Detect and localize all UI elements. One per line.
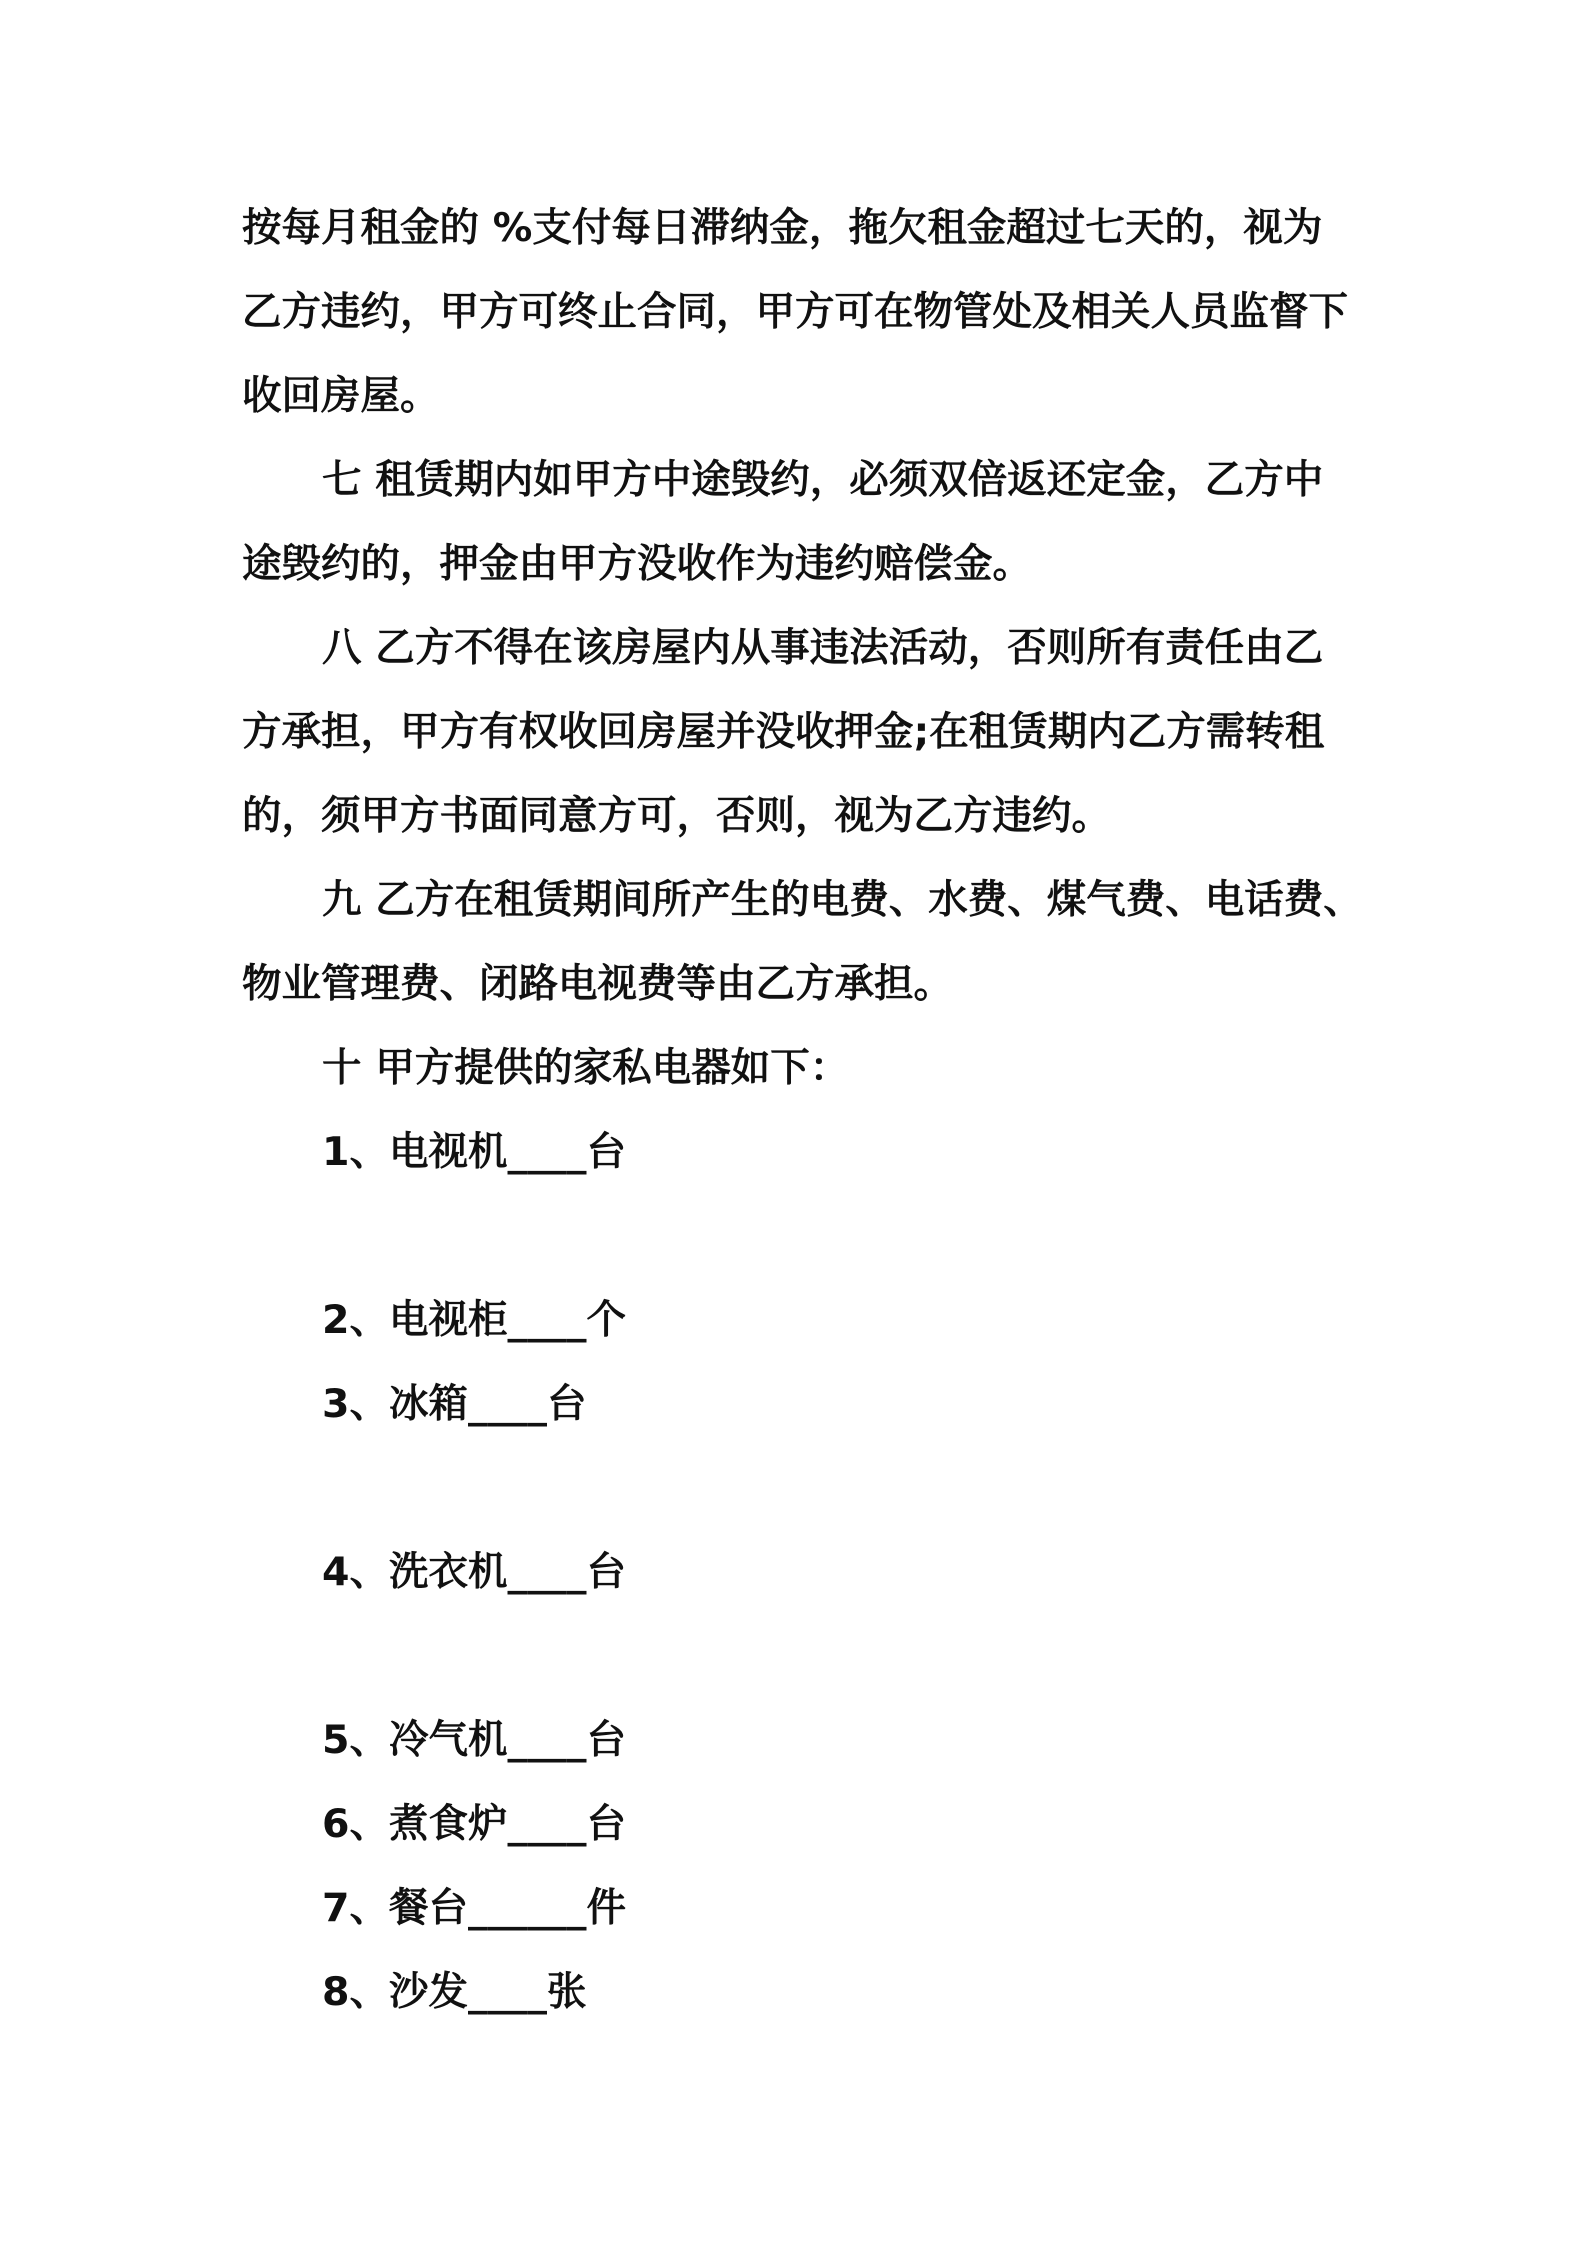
list-item: 2、电视柜____个 — [322, 1297, 626, 1343]
clause-nine — [242, 858, 1386, 1026]
clause-ten — [242, 1026, 1386, 1110]
clause-eight — [242, 606, 1386, 858]
paragraph-late-fee — [242, 186, 1386, 438]
list-item: 5、冷气机____台 — [322, 1717, 626, 1763]
paragraph-line: 七 租赁期内如甲方中途毁约，必须双倍返还定金，乙方中 — [322, 457, 1324, 503]
paragraph-line: 方承担，甲方有权收回房屋并没收押金;在租赁期内乙方需转租 — [242, 709, 1325, 755]
list-item: 4、洗衣机____台 — [322, 1549, 626, 1595]
appliance-list — [242, 1110, 1386, 2034]
paragraph-line: 乙方违约，甲方可终止合同，甲方可在物管处及相关人员监督下 — [242, 289, 1348, 335]
paragraph-line: 按每月租金的 %支付每日滞纳金，拖欠租金超过七天的，视为 — [242, 205, 1323, 251]
list-item: 7、餐台______件 — [322, 1885, 626, 1931]
paragraph-line: 八 乙方不得在该房屋内从事违法活动，否则所有责任由乙 — [322, 625, 1324, 671]
clause-seven — [242, 438, 1386, 606]
blank-line — [242, 1446, 1386, 1530]
paragraph-line: 十 甲方提供的家私电器如下： — [322, 1045, 850, 1091]
blank-line — [242, 1194, 1386, 1278]
paragraph-line: 收回房屋。 — [242, 373, 440, 419]
paragraph-line: 九 乙方在租赁期间所产生的电费、水费、煤气费、电话费、 — [322, 877, 1363, 923]
list-item: 1、电视机____台 — [322, 1129, 626, 1175]
list-item: 8、沙发____张 — [322, 1969, 587, 2015]
paragraph-line: 途毁约的，押金由甲方没收作为违约赔偿金。 — [242, 541, 1032, 587]
list-item: 3、冰箱____台 — [322, 1381, 587, 1427]
blank-line — [242, 1614, 1386, 1698]
list-item: 6、煮食炉____台 — [322, 1801, 626, 1847]
paragraph-line: 物业管理费、闭路电视费等由乙方承担。 — [242, 961, 953, 1007]
paragraph-line: 的，须甲方书面同意方可，否则，视为乙方违约。 — [242, 793, 1111, 839]
